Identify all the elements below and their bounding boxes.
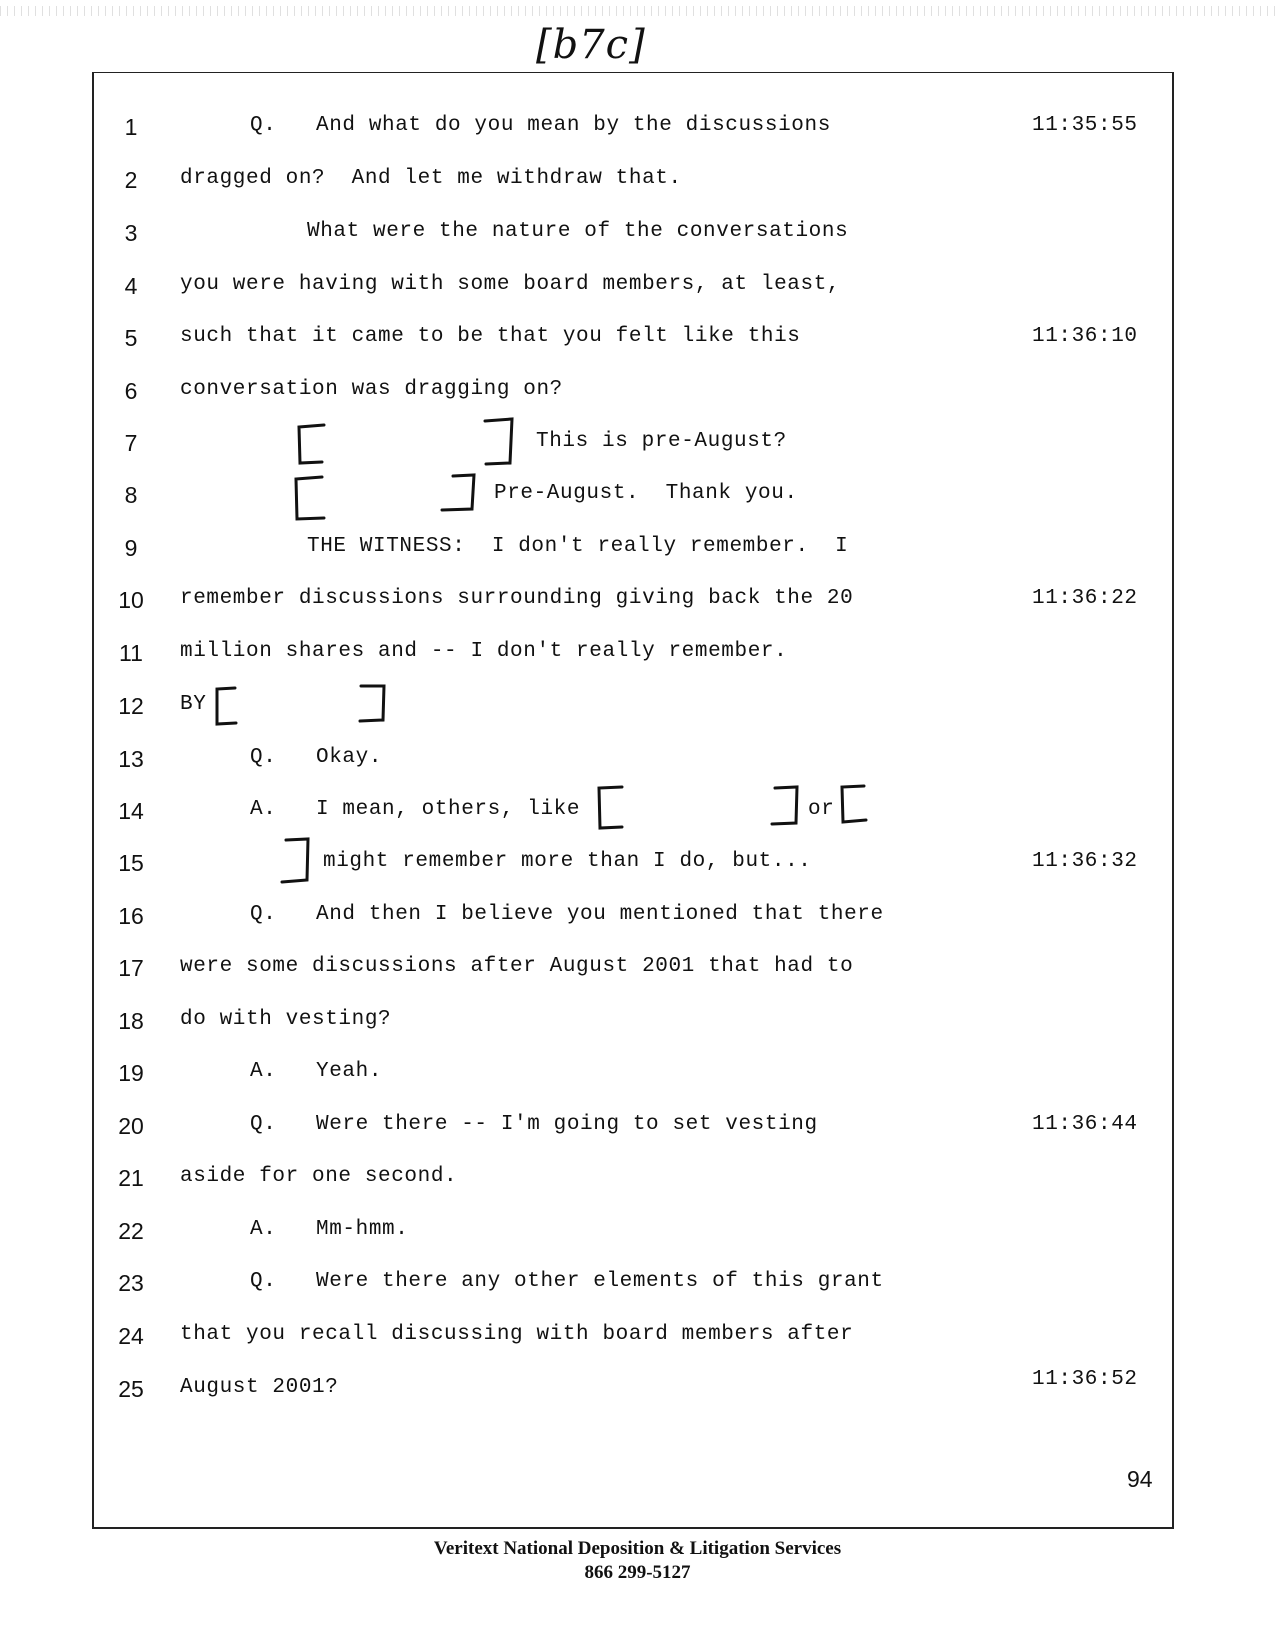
line-text: A. Mm-hmm. xyxy=(250,1218,409,1241)
line-number: 15 xyxy=(118,850,144,876)
line-text: dragged on? And let me withdraw that. xyxy=(180,167,682,190)
line-text: Q. Were there any other elements of this grant xyxy=(250,1270,884,1293)
line-text: might remember more than I do, but... xyxy=(323,850,812,873)
redaction-right-bracket xyxy=(360,686,384,721)
line-number: 17 xyxy=(118,955,144,981)
line-number: 13 xyxy=(118,746,144,772)
line-text: Q. And then I believe you mentioned that there xyxy=(250,903,884,926)
timestamp: 11:36:52 xyxy=(1032,1368,1138,1391)
line-text: What were the nature of the conversations xyxy=(307,220,849,243)
redaction-left-bracket xyxy=(299,425,324,463)
redaction-left-bracket xyxy=(599,787,622,828)
line-text-or: or xyxy=(808,798,835,821)
line-text: do with vesting? xyxy=(180,1008,392,1031)
line-number: 4 xyxy=(124,273,138,299)
footer-phone: 866 299-5127 xyxy=(584,1562,691,1583)
line-text: August 2001? xyxy=(180,1376,339,1399)
footer-company: Veritext National Deposition & Litigation Services xyxy=(433,1538,842,1559)
line-number: 10 xyxy=(118,587,144,613)
line-text: you were having with some board members, at least, xyxy=(180,273,841,296)
line-number: 20 xyxy=(118,1113,144,1139)
timestamp: 11:36:44 xyxy=(1032,1113,1138,1136)
line-text: aside for one second. xyxy=(180,1165,458,1188)
line-number: 6 xyxy=(124,378,138,404)
line-text: Q. And what do you mean by the discussions xyxy=(250,114,831,137)
line-number: 8 xyxy=(124,482,138,508)
redaction-right-bracket xyxy=(485,419,512,464)
line-number: 16 xyxy=(118,903,144,929)
line-text: such that it came to be that you felt like this xyxy=(180,325,801,348)
redaction-left-bracket xyxy=(217,688,236,724)
timestamp: 11:36:32 xyxy=(1032,850,1138,873)
line-number: 5 xyxy=(124,325,138,351)
redaction-right-bracket xyxy=(772,787,797,824)
line-number: 7 xyxy=(124,430,138,456)
line-text: that you recall discussing with board members after xyxy=(180,1323,854,1346)
timestamp: 11:36:10 xyxy=(1032,325,1138,348)
line-number: 9 xyxy=(124,535,138,561)
line-text: Q. Okay. xyxy=(250,746,383,769)
line-number: 18 xyxy=(118,1008,144,1034)
line-text: A. Yeah. xyxy=(250,1060,383,1083)
line-number: 12 xyxy=(118,693,144,719)
redaction-right-bracket xyxy=(282,839,308,882)
redaction-left-bracket xyxy=(296,477,324,519)
line-text: Pre-August. Thank you. xyxy=(494,482,798,505)
line-number: 2 xyxy=(124,167,138,193)
line-text: This is pre-August? xyxy=(536,430,787,453)
line-text: A. I mean, others, like xyxy=(250,798,581,821)
line-text: conversation was dragging on? xyxy=(180,378,563,401)
line-number: 22 xyxy=(118,1218,144,1244)
line-number: 14 xyxy=(118,798,144,824)
line-text: million shares and -- I don't really remember. xyxy=(180,640,788,663)
timestamp: 11:36:22 xyxy=(1032,587,1138,610)
line-text: Q. Were there -- I'm going to set vesting xyxy=(250,1113,818,1136)
line-number: 1 xyxy=(124,114,138,140)
line-number: 3 xyxy=(124,220,138,246)
line-text: BY xyxy=(180,693,207,716)
timestamp: 11:35:55 xyxy=(1032,114,1138,137)
redaction-stamp: [b7c] xyxy=(536,22,646,68)
line-number: 21 xyxy=(118,1165,144,1191)
page-number: 94 xyxy=(1127,1466,1153,1492)
redaction-left-bracket xyxy=(842,786,866,822)
line-number: 19 xyxy=(118,1060,144,1086)
line-number: 23 xyxy=(118,1270,144,1296)
line-text: were some discussions after August 2001 that had to xyxy=(180,955,854,978)
line-number: 11 xyxy=(119,640,143,666)
redaction-right-bracket xyxy=(442,475,474,510)
line-text: THE WITNESS: I don't really remember. I xyxy=(307,535,849,558)
line-number: 24 xyxy=(118,1323,144,1349)
line-number: 25 xyxy=(118,1376,144,1402)
line-text: remember discussions surrounding giving back the 20 xyxy=(180,587,854,610)
